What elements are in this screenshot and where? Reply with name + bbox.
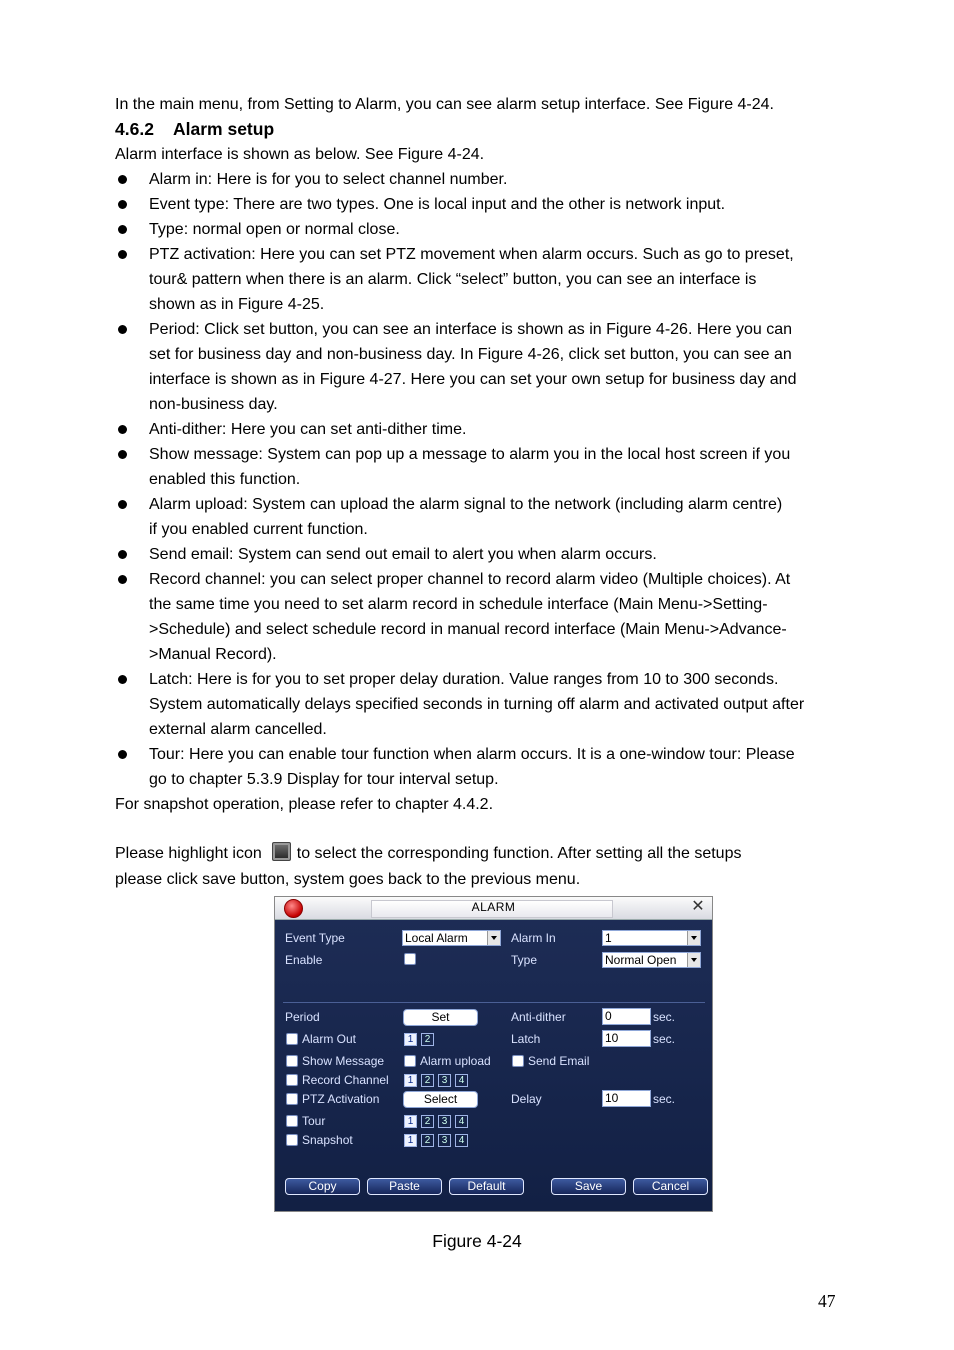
bullet-dot-icon bbox=[118, 550, 127, 559]
bullet-item bbox=[115, 192, 875, 217]
anti-dither-input[interactable]: 0 bbox=[602, 1008, 651, 1025]
bullet-item bbox=[115, 492, 875, 542]
bullet-dot-icon bbox=[118, 225, 127, 234]
cancel-button[interactable]: Cancel bbox=[633, 1178, 708, 1195]
period-label: Period bbox=[285, 1010, 320, 1024]
bullet-text bbox=[149, 167, 875, 192]
bullet-item bbox=[115, 542, 875, 567]
highlight-instruction-line2: please click save button, system goes back to the previous menu. bbox=[115, 871, 581, 888]
latch-label: Latch bbox=[511, 1032, 541, 1046]
type-value: Normal Open bbox=[605, 953, 677, 967]
channel-box[interactable]: 1 bbox=[404, 1134, 417, 1147]
channel-box[interactable]: 3 bbox=[438, 1134, 451, 1147]
bullet-text bbox=[149, 417, 875, 442]
bullet-dot-icon bbox=[118, 750, 127, 759]
channel-box[interactable]: 2 bbox=[421, 1134, 434, 1147]
bullet-line: Record channel: you can select proper channel to record alarm video (Multiple choices). At bbox=[149, 571, 791, 588]
enable-label: Enable bbox=[285, 953, 323, 967]
snapshot-note: For snapshot operation, please refer to chapter 4.4.2. bbox=[115, 796, 494, 813]
channel-box[interactable]: 3 bbox=[438, 1115, 451, 1128]
highlight-text-before: Please highlight icon bbox=[115, 845, 262, 862]
event-type-label: Event Type bbox=[285, 931, 345, 945]
intro-text: In the main menu, from Setting to Alarm, you can see alarm setup interface. See Figure 4-24. bbox=[115, 96, 774, 113]
alarm-in-label: Alarm In bbox=[511, 931, 556, 945]
record-channel-label: Record Channel bbox=[302, 1073, 389, 1087]
channel-box[interactable]: 4 bbox=[455, 1074, 468, 1087]
channel-box[interactable]: 4 bbox=[455, 1115, 468, 1128]
bullet-text bbox=[149, 442, 875, 492]
bullet-line: Type: normal open or normal close. bbox=[149, 221, 400, 238]
bullet-item bbox=[115, 167, 875, 192]
section-title: Alarm setup bbox=[173, 119, 275, 139]
channel-box[interactable]: 1 bbox=[404, 1033, 417, 1046]
bullet-dot-icon bbox=[118, 175, 127, 184]
tour-label: Tour bbox=[302, 1114, 326, 1128]
bullet-line: Anti-dither: Here you can set anti-dither time. bbox=[149, 421, 467, 438]
bullet-text bbox=[149, 542, 875, 567]
close-icon[interactable]: ✕ bbox=[691, 898, 705, 915]
bullet-text bbox=[149, 242, 875, 317]
dialog-titlebar bbox=[275, 897, 712, 920]
bullet-line: tour& pattern when there is an alarm. Click “select” button, you can see an interface is bbox=[149, 271, 757, 288]
default-button[interactable]: Default bbox=[449, 1178, 524, 1195]
bullet-dot-icon bbox=[118, 450, 127, 459]
chevron-down-icon bbox=[687, 953, 700, 967]
page-number: 47 bbox=[818, 1291, 836, 1311]
bullet-dot-icon bbox=[118, 675, 127, 684]
bullet-item bbox=[115, 417, 875, 442]
bullet-line: Event type: There are two types. One is local input and the other is network input. bbox=[149, 196, 726, 213]
paste-button[interactable]: Paste bbox=[367, 1178, 442, 1195]
bullet-text bbox=[149, 667, 875, 742]
channel-box[interactable]: 4 bbox=[455, 1134, 468, 1147]
bullet-line: >Manual Record). bbox=[149, 646, 277, 663]
show-message-label: Show Message bbox=[302, 1054, 385, 1068]
bullet-dot-icon bbox=[118, 250, 127, 259]
bullet-line: go to chapter 5.3.9 Display for tour interval setup. bbox=[149, 771, 499, 788]
bullet-text bbox=[149, 567, 875, 667]
lead-text: Alarm interface is shown as below. See Figure 4-24. bbox=[115, 146, 485, 163]
alarm-out-checkbox[interactable] bbox=[286, 1033, 298, 1045]
channel-box[interactable]: 1 bbox=[404, 1074, 417, 1087]
bullet-line: if you enabled current function. bbox=[149, 521, 368, 538]
chevron-down-icon bbox=[487, 931, 500, 945]
enable-checkbox[interactable] bbox=[404, 953, 416, 965]
tour-checkbox[interactable] bbox=[286, 1115, 298, 1127]
send-email-label: Send Email bbox=[528, 1054, 590, 1068]
bullet-line: Alarm upload: System can upload the alarm signal to the network (including alarm centre) bbox=[149, 496, 783, 513]
record-channel-checkbox[interactable] bbox=[286, 1074, 298, 1086]
snapshot-label: Snapshot bbox=[302, 1133, 353, 1147]
alarm-dialog bbox=[274, 896, 713, 1212]
channel-box[interactable]: 2 bbox=[421, 1033, 434, 1046]
bullet-item bbox=[115, 442, 875, 492]
bullet-text bbox=[149, 317, 875, 417]
section-heading bbox=[115, 117, 274, 142]
figure-caption: Figure 4-24 bbox=[432, 1231, 522, 1251]
chevron-down-icon bbox=[687, 931, 700, 945]
bullet-text bbox=[149, 742, 875, 792]
bullet-text bbox=[149, 492, 875, 542]
highlight-icon bbox=[272, 842, 291, 861]
bullet-item bbox=[115, 242, 875, 317]
bullet-item bbox=[115, 317, 875, 417]
latch-unit: sec. bbox=[653, 1032, 676, 1046]
type-label: Type bbox=[511, 953, 538, 967]
copy-button[interactable]: Copy bbox=[285, 1178, 360, 1195]
alarm-in-select[interactable] bbox=[602, 930, 701, 946]
channel-box[interactable]: 3 bbox=[438, 1074, 451, 1087]
bullet-line: >Schedule) and select schedule record in manual record interface (Main Menu->Advance- bbox=[149, 621, 787, 638]
channel-box[interactable]: 1 bbox=[404, 1115, 417, 1128]
snapshot-checkbox[interactable] bbox=[286, 1134, 298, 1146]
bullet-item bbox=[115, 567, 875, 667]
ptz-activation-label: PTZ Activation bbox=[302, 1092, 380, 1106]
anti-dither-unit: sec. bbox=[653, 1010, 676, 1024]
bullet-line: enabled this function. bbox=[149, 471, 301, 488]
bullet-line: Period: Click set button, you can see an interface is shown as in Figure 4-26. Here you can bbox=[149, 321, 793, 338]
bullet-dot-icon bbox=[118, 425, 127, 434]
dialog-body bbox=[275, 920, 712, 1211]
delay-label: Delay bbox=[511, 1092, 542, 1106]
delay-unit: sec. bbox=[653, 1092, 676, 1106]
section-number: 4.6.2 bbox=[115, 119, 154, 139]
bullet-item bbox=[115, 217, 875, 242]
bullet-line: Tour: Here you can enable tour function when alarm occurs. It is a one-window tour: Please bbox=[149, 746, 795, 763]
bullet-dot-icon bbox=[118, 500, 127, 509]
bullet-line: Latch: Here is for you to set proper delay duration. Value ranges from 10 to 300 seconds. bbox=[149, 671, 779, 688]
divider bbox=[283, 1002, 705, 1003]
bullet-dot-icon bbox=[118, 325, 127, 334]
bullet-item bbox=[115, 742, 875, 792]
bullet-line: non-business day. bbox=[149, 396, 278, 413]
highlight-instruction bbox=[115, 841, 741, 866]
bullet-line: external alarm cancelled. bbox=[149, 721, 327, 738]
event-type-value: Local Alarm bbox=[405, 931, 468, 945]
bullet-line: set for business day and non-business day. In Figure 4-26, click set button, you can see an bbox=[149, 346, 792, 363]
bullet-text bbox=[149, 192, 875, 217]
bullet-text bbox=[149, 217, 875, 242]
bullet-line: the same time you need to set alarm record in schedule interface (Main Menu->Setting- bbox=[149, 596, 768, 613]
bullet-line: Show message: System can pop up a message to alarm you in the local host screen if you bbox=[149, 446, 791, 463]
period-set-button[interactable]: Set bbox=[403, 1009, 478, 1026]
dialog-title: ALARM bbox=[471, 900, 516, 914]
bullet-line: Send email: System can send out email to alert you when alarm occurs. bbox=[149, 546, 657, 563]
latch-input[interactable]: 10 bbox=[602, 1030, 651, 1047]
alarm-out-label: Alarm Out bbox=[302, 1032, 357, 1046]
channel-box[interactable]: 2 bbox=[421, 1074, 434, 1087]
bullet-line: interface is shown as in Figure 4-27. Here you can set your own setup for business day and bbox=[149, 371, 797, 388]
delay-input[interactable]: 10 bbox=[602, 1090, 651, 1107]
bullet-line: shown as in Figure 4-25. bbox=[149, 296, 325, 313]
show-message-checkbox[interactable] bbox=[286, 1055, 298, 1067]
save-button[interactable]: Save bbox=[551, 1178, 626, 1195]
type-select[interactable] bbox=[602, 952, 701, 968]
bullet-dot-icon bbox=[118, 575, 127, 584]
bullet-dot-icon bbox=[118, 200, 127, 209]
event-type-select[interactable] bbox=[402, 930, 501, 946]
ptz-activation-checkbox[interactable] bbox=[286, 1093, 298, 1105]
alarm-in-value: 1 bbox=[605, 931, 612, 945]
ptz-select-button[interactable]: Select bbox=[403, 1091, 478, 1108]
bullet-line: PTZ activation: Here you can set PTZ movement when alarm occurs. Such as go to preset, bbox=[149, 246, 794, 263]
bullet-line: System automatically delays specified seconds in turning off alarm and activated output after bbox=[149, 696, 805, 713]
bullet-item bbox=[115, 667, 875, 742]
alarm-upload-label: Alarm upload bbox=[420, 1054, 491, 1068]
send-email-checkbox[interactable] bbox=[512, 1055, 524, 1067]
alarm-upload-checkbox[interactable] bbox=[404, 1055, 416, 1067]
bullet-line: Alarm in: Here is for you to select channel number. bbox=[149, 171, 508, 188]
channel-box[interactable]: 2 bbox=[421, 1115, 434, 1128]
anti-dither-label: Anti-dither bbox=[511, 1010, 566, 1024]
highlight-text-after: to select the corresponding function. After setting all the setups bbox=[296, 845, 742, 862]
